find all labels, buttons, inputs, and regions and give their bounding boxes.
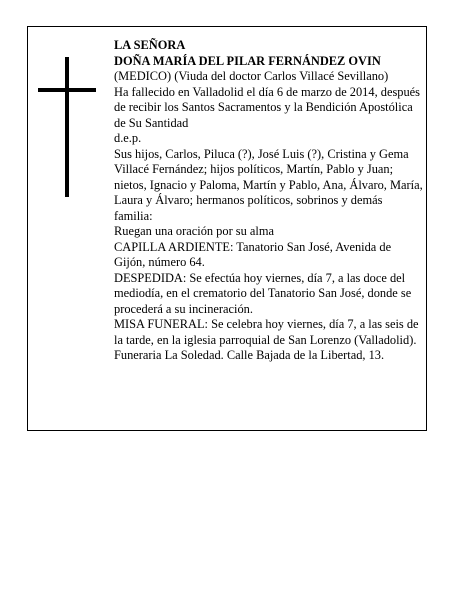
- passing-line: Ha fallecido en Valladolid el día 6 de marzo de 2014, después de recibir los Santos Sacramentos y la Bendición Apostólica de Su Santidad: [114, 84, 420, 130]
- prayer-line: Ruegan una oración por su alma: [114, 224, 274, 238]
- dep-line: d.e.p.: [114, 131, 142, 145]
- latin-cross-icon: [38, 57, 96, 197]
- deceased-name: DOÑA MARÍA DEL PILAR FERNÁNDEZ OVIN: [114, 53, 381, 68]
- obituary-notice: [27, 26, 427, 431]
- profession-line: (MEDICO) (Viuda del doctor Carlos Villacé Sevillano): [114, 69, 389, 83]
- family-line: Sus hijos, Carlos, Piluca (?), José Luis (?), Cristina y Gema Villacé Fernández; hijos políticos, Martín, Pablo y Juan; nietos, Ignacio y Paloma, Martín y Pablo, Ana, Álvaro, María, Laura y Álvaro; hermanos políticos, sobrinos y demás familia:: [114, 146, 423, 223]
- obituary-text: [114, 38, 424, 364]
- cross-vertical-bar: [65, 57, 69, 197]
- mass-line: MISA FUNERAL: Se celebra hoy viernes, día 7, a las seis de la tarde, en la iglesia parroquial de San Lorenzo (Valladolid).: [114, 317, 419, 347]
- farewell-line: DESPEDIDA: Se efectúa hoy viernes, día 7, a las doce del mediodía, en el crematorio del Tanatorio San José, donde se procederá a su incineración.: [114, 270, 412, 316]
- title-line: LA SEÑORA: [114, 38, 186, 52]
- funeral-home-line: Funeraria La Soledad. Calle Bajada de la Libertad, 13.: [114, 348, 385, 362]
- chapel-line: CAPILLA ARDIENTE: Tanatorio San José, Avenida de Gijón, número 64.: [114, 239, 392, 269]
- cross-horizontal-bar: [38, 88, 96, 92]
